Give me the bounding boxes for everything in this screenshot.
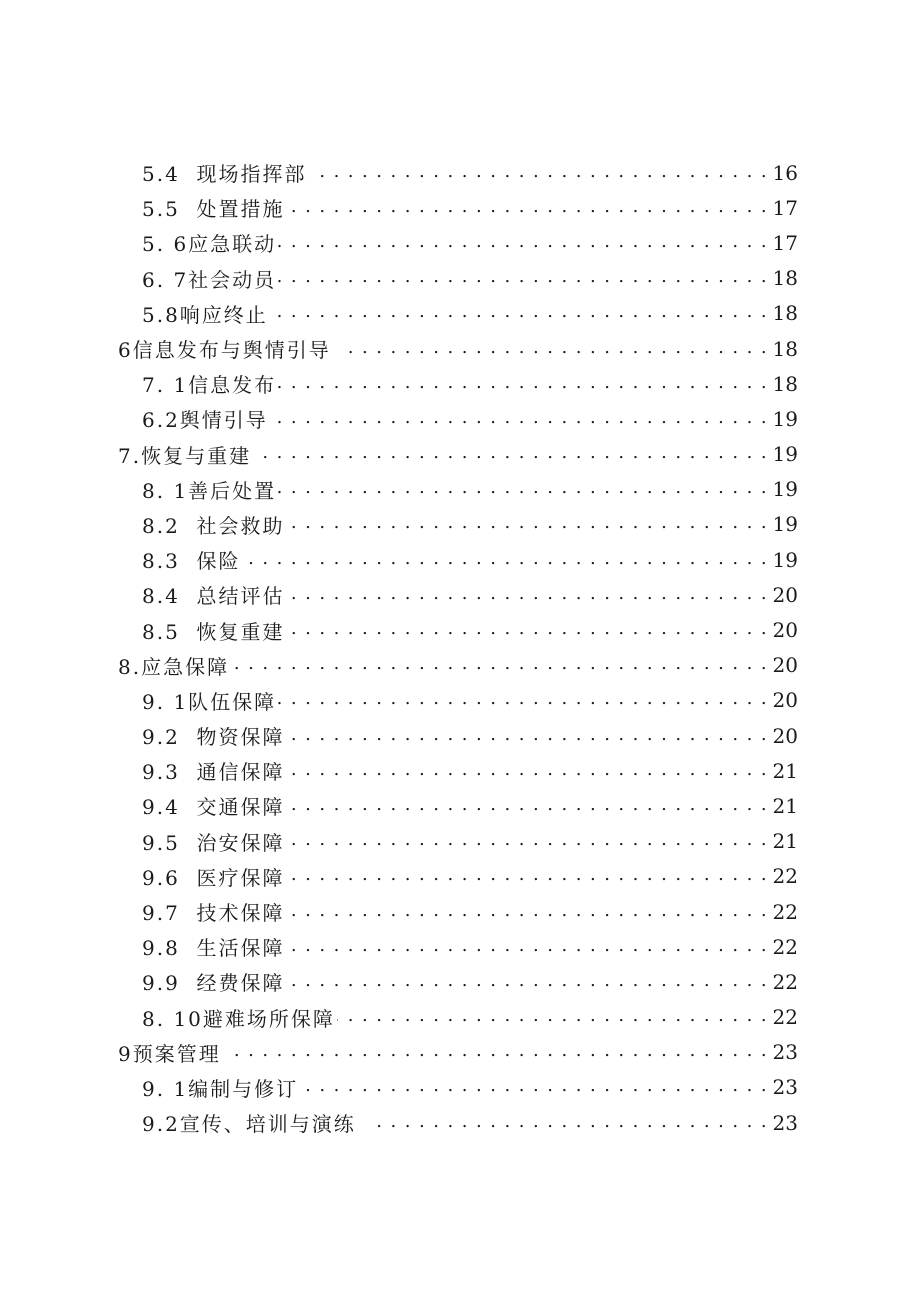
- toc-entry-title: 8.应急保障: [118, 651, 229, 680]
- toc-entry-page-number: 22: [772, 969, 798, 994]
- toc-entry-page-number: 18: [772, 371, 798, 396]
- toc-entry[interactable]: [0, 366, 920, 401]
- dot-leader: [287, 796, 768, 816]
- toc-entry-title: 5. 6应急联动: [142, 228, 276, 257]
- toc-entry-title: 9.9 经费保障: [142, 967, 285, 996]
- toc-entry-title: 9.6 医疗保障: [142, 862, 285, 891]
- toc-entry-title: 8.4 总结评估: [142, 580, 285, 609]
- toc-entry[interactable]: [0, 507, 920, 542]
- toc-entry[interactable]: [0, 824, 920, 859]
- toc-entry-page-number: 17: [772, 230, 798, 255]
- dot-leader: [278, 409, 768, 429]
- toc-entry-page-number: 20: [772, 688, 798, 713]
- toc-entry-title: 9.2宣传、培训与演练: [142, 1108, 364, 1137]
- toc-entry-title: 6.2舆情引导: [142, 404, 276, 433]
- dot-leader: [337, 1007, 768, 1027]
- toc-entry-title: 9.7 技术保障: [142, 897, 285, 926]
- toc-entry[interactable]: [0, 261, 920, 296]
- dot-leader: [287, 198, 768, 218]
- dot-leader: [231, 655, 768, 675]
- toc-entry-page-number: 23: [772, 1110, 798, 1135]
- dot-leader: [309, 163, 768, 183]
- toc-entry-title: 7. 1信息发布: [142, 369, 276, 398]
- toc-entry[interactable]: [0, 648, 920, 683]
- dot-leader: [278, 690, 768, 710]
- dot-leader: [287, 902, 768, 922]
- toc-entry[interactable]: [0, 577, 920, 612]
- table-of-contents: [0, 155, 920, 1140]
- toc-entry-page-number: 19: [772, 477, 798, 502]
- toc-entry[interactable]: [0, 1070, 920, 1105]
- dot-leader: [366, 1113, 768, 1133]
- toc-entry-page-number: 22: [772, 934, 798, 959]
- toc-entry-title: 8.3 保险: [142, 545, 241, 574]
- toc-entry-page-number: 19: [772, 512, 798, 537]
- toc-entry[interactable]: [0, 401, 920, 436]
- toc-entry-page-number: 21: [772, 829, 798, 854]
- toc-entry[interactable]: [0, 929, 920, 964]
- toc-entry[interactable]: [0, 1035, 920, 1070]
- toc-entry-title: 9.3 通信保障: [142, 756, 285, 785]
- dot-leader: [287, 831, 768, 851]
- toc-entry-title: 7.恢复与重建: [118, 440, 251, 469]
- toc-entry-title: 5.5 处置措施: [142, 193, 285, 222]
- toc-entry-page-number: 20: [772, 653, 798, 678]
- dot-leader: [287, 620, 768, 640]
- toc-entry-title: 9.5 治安保障: [142, 827, 285, 856]
- toc-entry[interactable]: [0, 296, 920, 331]
- toc-entry[interactable]: [0, 964, 920, 999]
- toc-entry[interactable]: [0, 683, 920, 718]
- dot-leader: [278, 374, 768, 394]
- toc-entry-page-number: 22: [772, 1005, 798, 1030]
- toc-entry-page-number: 17: [772, 195, 798, 220]
- dot-leader: [341, 339, 768, 359]
- dot-leader: [300, 1077, 768, 1097]
- toc-entry-page-number: 23: [772, 1075, 798, 1100]
- toc-entry[interactable]: [0, 437, 920, 472]
- toc-entry-page-number: 20: [772, 723, 798, 748]
- dot-leader: [287, 866, 768, 886]
- toc-entry-title: 8.5 恢复重建: [142, 616, 285, 645]
- toc-entry-title: 8. 10避难场所保障: [142, 1003, 335, 1032]
- toc-entry-title: 9. 1编制与修订: [142, 1073, 298, 1102]
- dot-leader: [278, 268, 768, 288]
- toc-entry-title: 9预案管理: [118, 1038, 229, 1067]
- toc-entry-title: 9.8 生活保障: [142, 932, 285, 961]
- dot-leader: [243, 550, 768, 570]
- toc-entry-title: 8. 1善后处置: [142, 475, 276, 504]
- toc-entry[interactable]: [0, 542, 920, 577]
- dot-leader: [287, 761, 768, 781]
- dot-leader: [287, 937, 768, 957]
- dot-leader: [278, 303, 768, 323]
- toc-entry-page-number: 21: [772, 793, 798, 818]
- dot-leader: [287, 726, 768, 746]
- toc-entry-page-number: 23: [772, 1040, 798, 1065]
- toc-entry-title: 9.2 物资保障: [142, 721, 285, 750]
- dot-leader: [278, 479, 768, 499]
- dot-leader: [278, 233, 768, 253]
- toc-entry[interactable]: [0, 753, 920, 788]
- dot-leader: [287, 585, 768, 605]
- toc-entry-title: 9.4 交通保障: [142, 791, 285, 820]
- toc-entry-page-number: 16: [772, 160, 798, 185]
- toc-entry-title: 5.8响应终止: [142, 299, 276, 328]
- toc-entry-page-number: 22: [772, 899, 798, 924]
- toc-entry-title: 5.4 现场指挥部: [142, 158, 307, 187]
- toc-entry[interactable]: [0, 859, 920, 894]
- toc-entry[interactable]: [0, 788, 920, 823]
- toc-entry[interactable]: [0, 472, 920, 507]
- toc-entry-page-number: 20: [772, 582, 798, 607]
- toc-entry-page-number: 22: [772, 864, 798, 889]
- toc-entry[interactable]: [0, 331, 920, 366]
- toc-entry-page-number: 18: [772, 266, 798, 291]
- toc-entry-page-number: 21: [772, 758, 798, 783]
- toc-entry[interactable]: [0, 155, 920, 190]
- toc-entry[interactable]: [0, 225, 920, 260]
- toc-entry[interactable]: [0, 1105, 920, 1140]
- toc-entry-page-number: 19: [772, 442, 798, 467]
- toc-entry-page-number: 18: [772, 336, 798, 361]
- dot-leader: [253, 444, 768, 464]
- dot-leader: [231, 1042, 768, 1062]
- toc-entry-title: 8.2 社会救助: [142, 510, 285, 539]
- toc-entry-page-number: 19: [772, 406, 798, 431]
- toc-entry-title: 6信息发布与舆情引导: [118, 334, 339, 363]
- dot-leader: [287, 972, 768, 992]
- dot-leader: [287, 514, 768, 534]
- toc-entry-title: 6. 7社会动员: [142, 264, 276, 293]
- toc-entry-page-number: 20: [772, 618, 798, 643]
- toc-entry-page-number: 18: [772, 301, 798, 326]
- toc-entry[interactable]: [0, 894, 920, 929]
- toc-entry[interactable]: [0, 190, 920, 225]
- toc-entry[interactable]: [0, 612, 920, 647]
- toc-entry-page-number: 19: [772, 547, 798, 572]
- toc-entry-title: 9. 1队伍保障: [142, 686, 276, 715]
- toc-entry[interactable]: [0, 718, 920, 753]
- toc-entry[interactable]: [0, 1000, 920, 1035]
